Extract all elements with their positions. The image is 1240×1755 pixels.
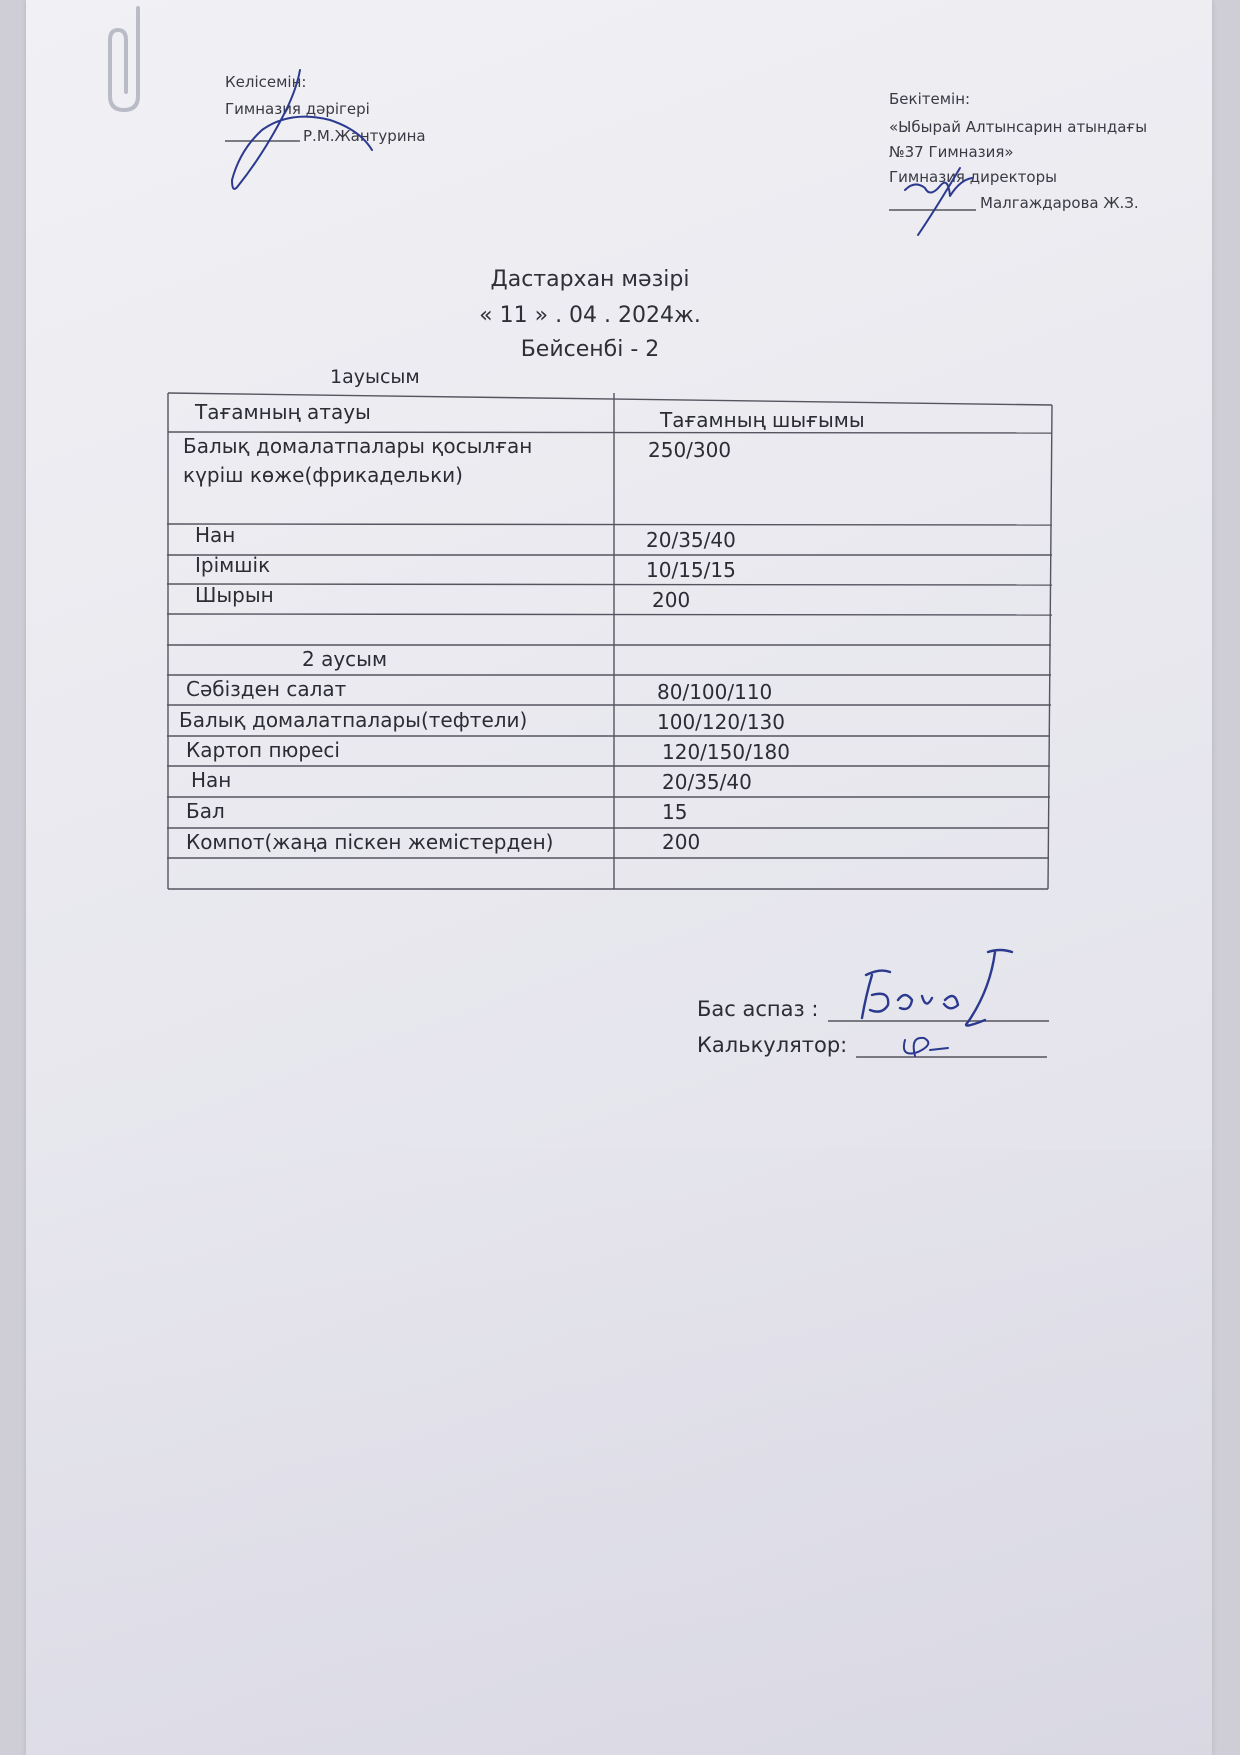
table-row-yield: 100/120/130 [657,710,785,734]
table-row-name-cont: күріш көже(фрикадельки) [183,463,463,487]
table-row-yield: 200 [652,588,691,612]
table-row-yield: 10/15/15 [646,558,736,582]
table-row-yield: 20/35/40 [646,528,736,552]
table-row-name: Балық домалатпалары қосылған [183,434,533,458]
table-row-name: Картоп пюресі [186,738,340,762]
approval-right-label: Бекітемін: [889,90,971,108]
table-row-name: Сәбізден салат [186,677,347,701]
approval-right-role: Гимназия директоры [889,168,1057,186]
table-row-yield: 15 [662,800,688,824]
column-header-name: Тағамның атауы [195,400,371,424]
table-row-yield: 80/100/110 [657,680,773,704]
approval-right-org: «Ыбырай Алтынсарин атындағы [889,118,1148,136]
table-row-yield: 200 [662,830,701,854]
table-row-name: Балық домалатпалары(тефтели) [179,708,528,732]
menu-date: « 11 » . 04 . 2024ж. [479,303,701,328]
approval-left-role: Гимназия дәрігері [225,100,370,118]
table-row-name: Шырын [195,583,274,607]
approval-right-name: Малгаждарова Ж.З. [980,194,1139,212]
approval-left-name: Р.М.Жантурина [303,127,426,145]
table-row-name: Нан [195,523,236,547]
table-row-name: Компот(жаңа піскен жемістерден) [186,830,554,854]
menu-title: Дастархан мәзірі [490,267,690,292]
chef-label: Бас аспаз : [697,997,819,1021]
calculator-label: Калькулятор: [697,1033,848,1057]
shift-1-label: 1ауысым [330,366,420,388]
approval-right-org-number: №37 Гимназия» [889,143,1014,161]
shift-2-label: 2 аусым [302,647,388,671]
table-row-name: Ірімшік [195,553,271,577]
table-row-yield: 120/150/180 [662,740,790,764]
menu-day: Бейсенбі - 2 [520,337,660,362]
table-row-yield: 20/35/40 [662,770,752,794]
table-row-yield: 250/300 [648,438,732,462]
column-header-yield: Тағамның шығымы [660,408,865,432]
approval-left-label: Келісемін: [225,73,307,91]
table-row-name: Бал [186,799,225,823]
table-row-name: Нан [191,768,232,792]
